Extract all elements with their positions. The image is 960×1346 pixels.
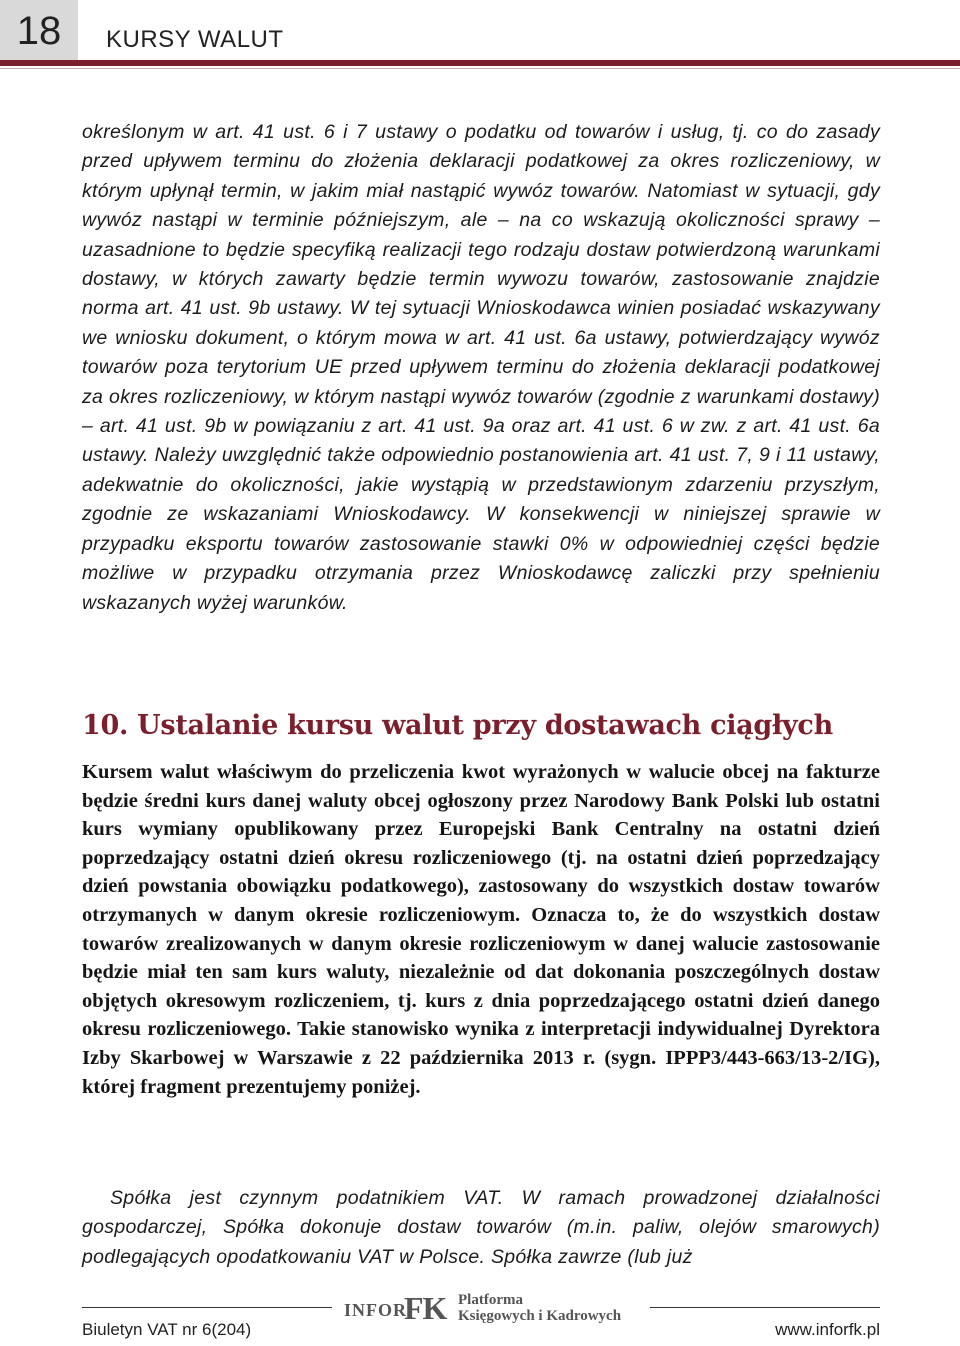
- section-heading: 10. Ustalanie kursu walut przy dostawach ciągłych: [82, 710, 833, 741]
- intro-paragraph: określonym w art. 41 ust. 6 i 7 ustawy o podatku od towarów i usług, tj. co do zasady przed upływem terminu do złożenia deklaracji podatkowej za okres rozliczeniowy, w którym upłynął termin, w jakim miał nastąpić wywóz towarów. Natomiast w sytuacji, gdy wywóz nastąpi w terminie późniejszym, ale – na co wskazują okoliczności sprawy – uzasadnione to będzie specyfiką realizacji tego rodzaju dostaw potwierdzoną warunkami dostawy, w których zawarty będzie termin wywozu towarów, zastosowanie znajdzie norma art. 41 ust. 9b ustawy. W tej sytuacji Wnioskodawca winien posiadać wskazywany we wniosku dokument, o którym mowa w art. 41 ust. 6a ustawy, potwierdzający wywóz towarów poza terytorium UE przed upływem terminu do złożenia deklaracji podatkowej za okres rozliczeniowy, w którym nastąpi wywóz towarów (zgodnie z warunkami dostawy) – art. 41 ust. 9b w powiązaniu z art. 41 ust. 9a oraz art. 41 ust. 6 w zw. z art. 41 ust. 6a ustawy. Należy uwzględnić także odpowiednio postanowienia art. 41 ust. 7, 9 i 11 ustawy, adekwatnie do okoliczności, jakie wystąpią w przedstawionym zdarzeniu przyszłym, zgodnie ze wskazaniami Wnioskodawcy. W konsekwencji w niniejszej sprawie w przypadku eksportu towarów zastosowanie stawki 0% w odpowiedniej części będzie możliwe w przypadku otrzymania przez Wnioskodawcę zaliczki przy spełnieniu wskazanych wyżej warunków.: [82, 121, 880, 614]
- publication-label: Biuletyn VAT nr 6(204): [82, 1320, 252, 1339]
- logo-infor-text: INFOR: [344, 1300, 407, 1320]
- logo-fk-text: FK: [404, 1290, 447, 1326]
- footer-rule-right: [650, 1307, 880, 1308]
- website-link[interactable]: www.inforfk.pl: [775, 1320, 880, 1339]
- quoted-interpretation-paragraph: Spółka jest czynnym podatnikiem VAT. W ramach prowadzonej działalności gospodarczej, Spółka dokonuje dostaw towarów (m.in. paliw, olejów smarowych) podlegających opodatkowaniu VAT w Polsce. Spółka zawrze (lub już: [82, 1187, 880, 1268]
- logo-tagline-line1: Platforma: [458, 1292, 523, 1308]
- footer-rule-left: [82, 1307, 332, 1308]
- header-thin-rule: [0, 68, 960, 69]
- page-header: [0, 0, 960, 72]
- summary-paragraph: Kursem walut właściwym do przeliczenia kwot wyrażonych w walucie obcej na fakturze będzie średni kurs danej waluty obcej ogłoszony przez Narodowy Bank Polski lub ostatni kurs wymiany opublikowany przez Europejski Bank Centralny na ostatni dzień poprzedzający ostatni dzień okresu rozliczeniowego (tj. na ostatni dzień poprzedzający dzień powstania obowiązku podatkowego), zastosowany do wszystkich dostaw towarów otrzymanych w danym okresie rozliczeniowym. Oznacza to, że do wszystkich dostaw towarów zrealizowanych w danym okresie rozliczeniowym w danej walucie zastosowanie będzie miał ten sam kurs waluty, niezależnie od dat dokonania poszczególnych dostaw objętych okresowym rozliczeniem, tj. kurs z dnia poprzedzającego ostatni dzień danego okresu rozliczeniowego. Takie stanowisko wynika z interpretacji indywidualnej Dyrektora Izby Skarbowej w Warszawie z 22 października 2013 r. (sygn. IPPP3/443-663/13-2/IG), której fragment prezentujemy poniżej.: [82, 761, 880, 1098]
- page-number: 18: [0, 0, 78, 60]
- inforfk-logo: [338, 1288, 650, 1328]
- running-section-title: KURSY WALUT: [106, 26, 284, 53]
- logo-tagline-line2: Księgowych i Kadrowych: [458, 1308, 622, 1324]
- header-accent-rule: [0, 60, 960, 66]
